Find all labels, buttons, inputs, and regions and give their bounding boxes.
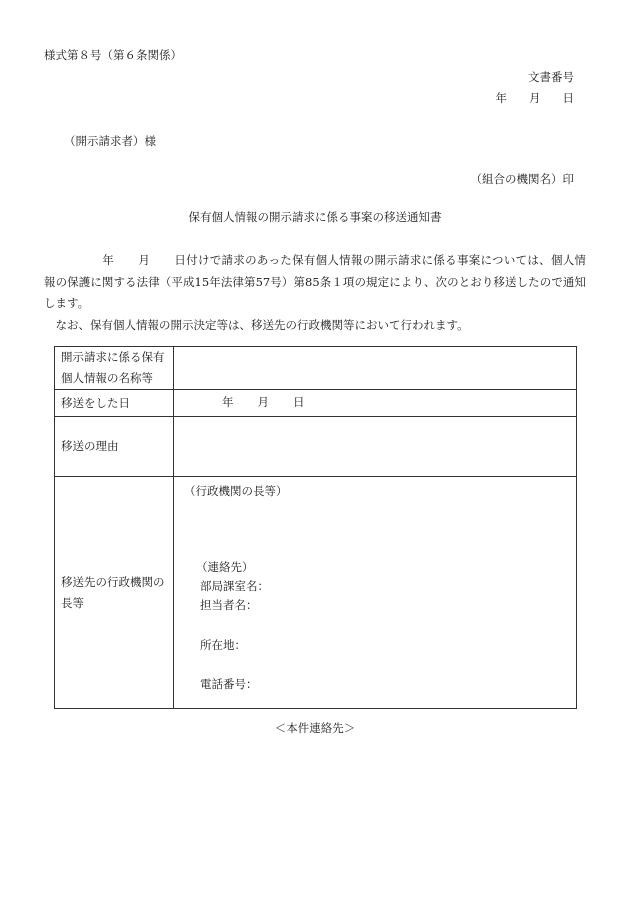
transfer-date-label: 移送をした日 — [55, 390, 174, 417]
document-date — [496, 90, 575, 107]
agency-head-placeholder: （行政機関の長等） — [184, 484, 288, 498]
date-month: 月 — [529, 91, 541, 105]
table-row — [55, 390, 577, 417]
transfer-reason-label: 移送の理由 — [55, 417, 174, 477]
destination-head-value — [174, 477, 577, 709]
contact-footer: ＜本件連絡先＞ — [274, 721, 356, 735]
contact-department: 部局課室名： — [200, 579, 269, 593]
info-name-label: 開示請求に係る保有個人情報の名称等 — [55, 347, 174, 390]
body-sentence-2: なお、保有個人情報の開示決定等は、移送先の行政機関等において行われます。 — [55, 317, 469, 332]
body-month: 月 — [138, 253, 151, 267]
date-year: 年 — [495, 91, 507, 105]
table-row — [55, 347, 577, 390]
table-row — [55, 477, 577, 709]
contact-address: 所在地： — [200, 638, 246, 652]
transfer-day: 日 — [293, 395, 305, 410]
notice-paragraph-1 — [44, 250, 586, 315]
organization-seal: （組合の機関名）印 — [470, 172, 574, 186]
contact-person: 担当者名： — [200, 598, 258, 612]
date-day: 日 — [562, 91, 574, 105]
body-sentence-1: 日付けで請求のあった保有個人情報の開示請求に係る事案については、個人情報の保護に関する法律（平成15年法律第57号）第85条１項の規定により、次のとおり移送したので通知します。 — [44, 253, 587, 310]
transfer-year: 年 — [222, 395, 234, 410]
table-row — [55, 417, 577, 477]
notice-body — [44, 250, 586, 336]
contact-phone: 電話番号： — [200, 677, 258, 691]
info-name-value — [174, 347, 577, 390]
contact-heading: （連絡先） — [196, 560, 254, 574]
body-year: 年 — [102, 253, 115, 267]
form-number: 様式第８号（第６条関係） — [44, 48, 182, 62]
document-number-label: 文書番号 — [528, 70, 574, 84]
requester-name: （開示請求者）様 — [64, 134, 156, 148]
destination-head-label: 移送先の行政機関の長等 — [55, 477, 174, 709]
transfer-details-table — [54, 346, 577, 709]
notice-paragraph-2 — [44, 315, 586, 337]
transfer-month: 月 — [257, 395, 269, 410]
transfer-reason-value — [174, 417, 577, 477]
transfer-date-value — [174, 390, 577, 417]
document-title: 保有個人情報の開示請求に係る事案の移送通知書 — [188, 210, 442, 224]
